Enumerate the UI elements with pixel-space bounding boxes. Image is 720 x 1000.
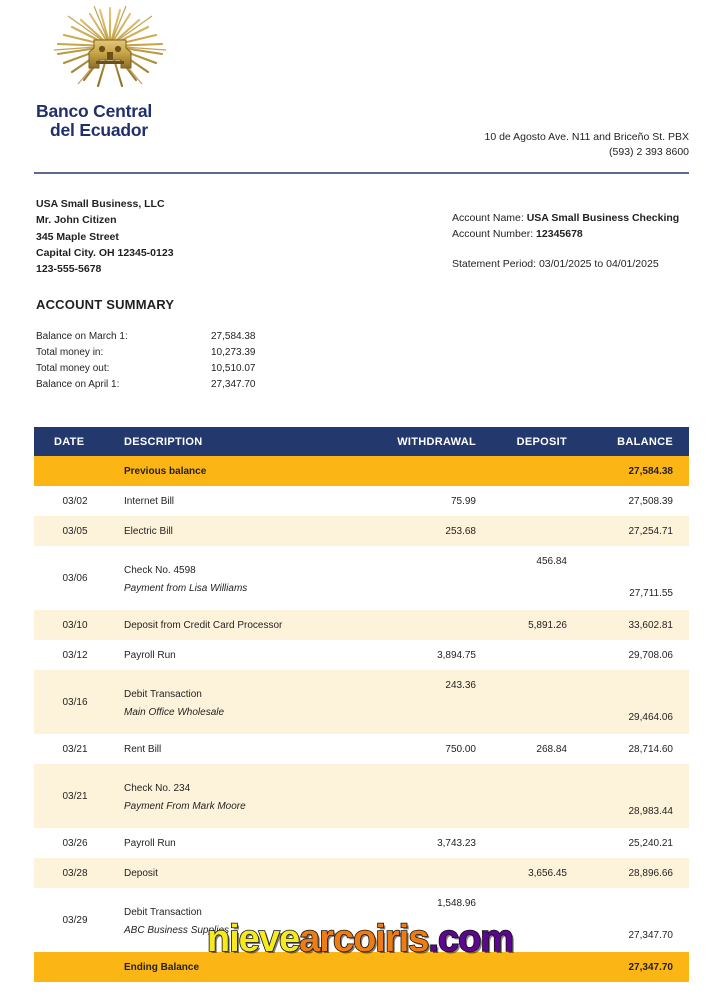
cell-deposit [490,640,581,670]
account-number-value: 12345678 [536,228,583,241]
table-row [34,764,689,828]
cell-description [112,546,380,610]
customer-line: 123-555-5678 [36,263,102,276]
previous-balance-withdrawal [380,456,490,486]
summary-row [36,344,331,360]
cell-balance: 25,240.21 [581,828,689,858]
summary-label: Total money out: [36,362,110,374]
cell-deposit [490,764,581,828]
description-main: Deposit from Credit Card Processor [124,619,283,631]
cell-deposit [490,486,581,516]
column-header-date: DATE [34,427,112,456]
watermark-part1: nieve [206,918,300,960]
table-row [34,546,689,610]
previous-balance-date [34,456,112,486]
cell-date: 03/21 [34,764,112,828]
cell-balance: 33,602.81 [581,610,689,640]
ending-balance-label: Ending Balance [112,952,380,982]
cell-balance: 28,714.60 [581,734,689,764]
table-row [34,486,689,516]
bank-address-line1: 10 de Agosto Ave. N11 and Briceño St. PBX [484,131,689,143]
summary-row [36,376,331,392]
cell-balance: 28,983.44 [581,764,689,828]
cell-description [112,858,380,888]
cell-description [112,670,380,734]
bank-logo [36,2,216,139]
cell-deposit: 268.84 [490,734,581,764]
cell-deposit: 5,891.26 [490,610,581,640]
bank-address [485,130,690,160]
cell-withdrawal: 750.00 [380,734,490,764]
table-row [34,640,689,670]
table-row [34,828,689,858]
summary-value: 10,510.07 [211,362,256,374]
description-main: Rent Bill [124,743,162,755]
description-sub: Payment From Mark Moore [124,800,246,812]
cell-withdrawal: 1,548.96 [380,888,490,952]
cell-description [112,640,380,670]
cell-balance: 27,254.71 [581,516,689,546]
watermark-part2: arcoiris [299,918,429,960]
column-header-deposit: DEPOSIT [490,427,581,456]
cell-withdrawal [380,610,490,640]
cell-date: 03/21 [34,734,112,764]
cell-withdrawal: 3,743.23 [380,828,490,858]
description-sub: Payment from Lisa Williams [124,582,248,594]
column-header-balance: BALANCE [581,427,689,456]
description-main: Check No. 4598 [124,564,196,576]
summary-value: 10,273.39 [211,346,256,358]
cell-description [112,486,380,516]
description-main: Debit Transaction [124,906,202,918]
summary-row [36,360,331,376]
cell-description [112,610,380,640]
cell-withdrawal: 243.36 [380,670,490,734]
bank-address-line2: (593) 2 393 8600 [609,146,689,159]
cell-date: 03/26 [34,828,112,858]
transactions-table [34,427,689,982]
transactions-table-head [34,427,689,456]
statement-header [0,0,720,176]
cell-deposit [490,670,581,734]
bank-name [36,102,216,139]
cell-description [112,828,380,858]
incan-sun-emblem-icon [44,2,176,96]
description-main: Deposit [124,867,158,879]
table-header-row [34,427,689,456]
previous-balance-label: Previous balance [112,456,380,486]
account-name-label: Account Name: [452,212,524,224]
cell-withdrawal: 253.68 [380,516,490,546]
table-row [34,610,689,640]
cell-balance: 27,508.39 [581,486,689,516]
account-name-row [452,210,679,226]
cell-deposit: 3,656.45 [490,858,581,888]
cell-date: 03/16 [34,670,112,734]
previous-balance-amount: 27,584.38 [581,456,689,486]
cell-deposit: 456.84 [490,546,581,610]
description-main: Debit Transaction [124,688,202,700]
ending-balance-amount: 27,347.70 [581,952,689,982]
header-divider [34,172,689,174]
cell-balance: 27,347.70 [581,888,689,952]
description-main: Payroll Run [124,649,176,661]
customer-line: Capital City. OH 12345-0123 [36,246,174,259]
summary-label: Balance on March 1: [36,330,128,342]
description-main: Check No. 234 [124,782,191,794]
previous-balance-row [34,456,689,486]
description-main: Payroll Run [124,837,176,849]
table-row [34,734,689,764]
transactions-table-body [34,456,689,982]
bank-name-line2: del Ecuador [50,119,148,140]
account-number-row [452,226,679,242]
cell-deposit [490,828,581,858]
cell-date: 03/05 [34,516,112,546]
account-summary [36,297,366,392]
cell-date: 03/29 [34,888,112,952]
cell-balance: 27,711.55 [581,546,689,610]
transactions-section [34,427,689,982]
customer-address-block [36,196,174,277]
cell-date: 03/12 [34,640,112,670]
cell-date: 03/02 [34,486,112,516]
cell-date: 03/28 [34,858,112,888]
description-main: Internet Bill [124,495,175,507]
summary-value: 27,347.70 [211,378,256,390]
description-main: Electric Bill [124,525,173,537]
cell-withdrawal [380,764,490,828]
cell-date: 03/06 [34,546,112,610]
watermark [0,920,720,958]
summary-label: Total money in: [36,346,104,358]
bank-name-line1: Banco Central [36,101,153,121]
account-details [452,210,679,243]
statement-info [0,176,720,276]
cell-balance: 28,896.66 [581,858,689,888]
cell-withdrawal: 3,894.75 [380,640,490,670]
previous-balance-deposit [490,456,581,486]
statement-period: Statement Period: 03/01/2025 to 04/01/2025 [452,258,659,270]
cell-description [112,734,380,764]
summary-row [36,328,331,344]
description-sub: Main Office Wholesale [124,706,225,718]
description-sub: ABC Business Supplies [124,924,230,936]
cell-withdrawal: 75.99 [380,486,490,516]
cell-deposit [490,516,581,546]
cell-withdrawal [380,546,490,610]
account-summary-table [36,328,331,392]
account-summary-title: ACCOUNT SUMMARY [36,297,175,312]
account-number-label: Account Number: [452,228,534,241]
cell-description [112,764,380,828]
cell-date: 03/10 [34,610,112,640]
table-row [34,516,689,546]
table-row [34,670,689,734]
column-header-description: DESCRIPTION [112,427,380,456]
cell-withdrawal [380,858,490,888]
summary-label: Balance on April 1: [36,378,120,390]
customer-line: 345 Maple Street [36,230,119,243]
account-name-value: USA Small Business Checking [526,212,680,224]
cell-balance: 29,708.06 [581,640,689,670]
summary-value: 27,584.38 [211,330,256,342]
customer-line: USA Small Business, LLC [36,198,165,210]
cell-description [112,516,380,546]
watermark-part3: .com [428,918,514,960]
cell-balance: 29,464.06 [581,670,689,734]
table-row [34,858,689,888]
column-header-withdrawal: WITHDRAWAL [380,427,490,456]
customer-line: Mr. John Citizen [36,214,117,227]
